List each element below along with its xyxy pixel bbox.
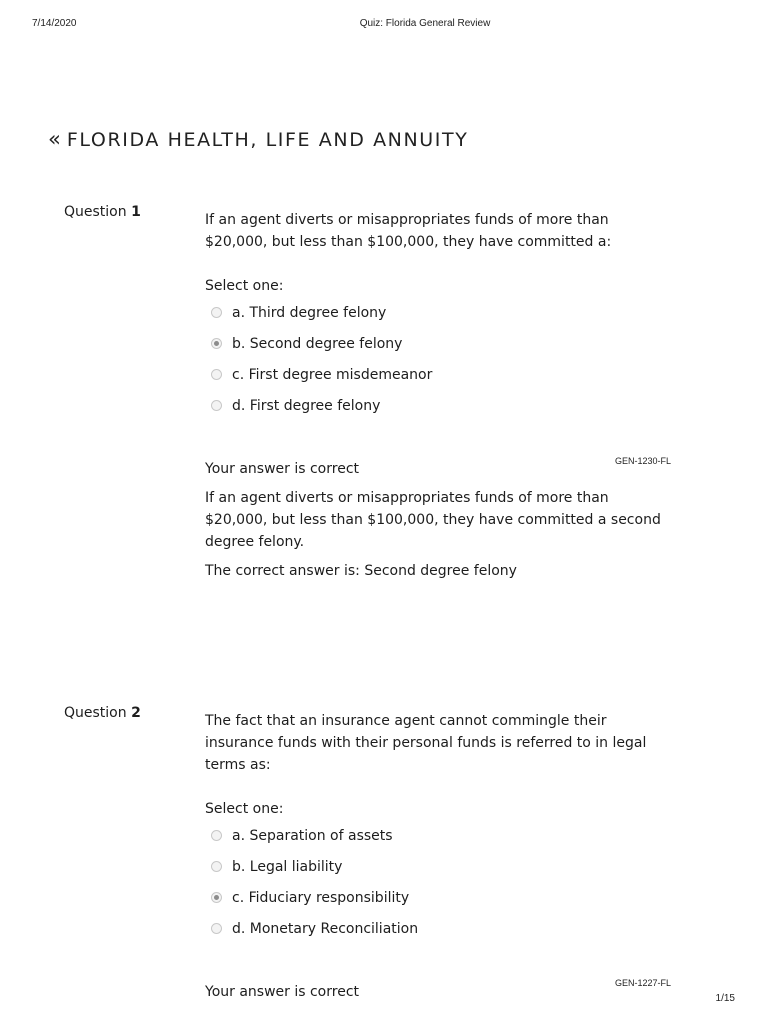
- question-code: GEN-1230-FL: [614, 456, 671, 466]
- feedback: [205, 458, 675, 589]
- question-label: Question 1: [64, 204, 141, 220]
- result-text: Your answer is correct: [205, 461, 360, 477]
- radio-button-icon[interactable]: [211, 307, 222, 318]
- feedback: [205, 981, 675, 1010]
- radio-button-icon[interactable]: [211, 861, 222, 872]
- answer-option[interactable]: d. Monetary Reconciliation: [205, 913, 675, 944]
- answer-option[interactable]: d. First degree felony: [205, 390, 675, 421]
- question-number: 2: [131, 705, 141, 721]
- radio-button-icon[interactable]: [211, 369, 222, 380]
- question-text: The fact that an insurance agent cannot commingle their insurance funds with their personal funds is referred to in legal terms as:: [205, 713, 647, 773]
- radio-button-icon[interactable]: [211, 830, 222, 841]
- chevron-left-icon: «: [48, 127, 61, 151]
- radio-button-checked-icon[interactable]: [211, 892, 222, 903]
- question-code: GEN-1227-FL: [614, 978, 671, 988]
- page-number: 1/15: [715, 993, 735, 1004]
- answer-option[interactable]: a. Separation of assets: [205, 820, 675, 851]
- question-body: [205, 209, 675, 421]
- answer-option[interactable]: c. First degree misdemeanor: [205, 359, 675, 390]
- question-number: 1: [131, 204, 141, 220]
- answer-option[interactable]: b. Second degree felony: [205, 328, 675, 359]
- radio-button-icon[interactable]: [211, 923, 222, 934]
- select-one-prompt: Select one:: [205, 801, 284, 817]
- radio-button-checked-icon[interactable]: [211, 338, 222, 349]
- course-title[interactable]: [48, 127, 468, 151]
- question-text: If an agent diverts or misappropriates funds of more than $20,000, but less than $100,000, they have committed a:: [205, 212, 612, 250]
- answer-options: [205, 297, 675, 421]
- explanation-text: If an agent diverts or misappropriates funds of more than $20,000, but less than $100,000, they have committed a second degree felony.: [205, 490, 661, 550]
- course-title-text: FLORIDA HEALTH, LIFE AND ANNUITY: [66, 129, 469, 151]
- print-title: Quiz: Florida General Review: [359, 18, 491, 29]
- answer-option[interactable]: b. Legal liability: [205, 851, 675, 882]
- answer-option[interactable]: c. Fiduciary responsibility: [205, 882, 675, 913]
- question-body: [205, 710, 675, 944]
- answer-option[interactable]: a. Third degree felony: [205, 297, 675, 328]
- select-one-prompt: Select one:: [205, 278, 284, 294]
- result-text: Your answer is correct: [205, 984, 360, 1000]
- question-label: Question 2: [64, 705, 141, 721]
- correct-answer-text: The correct answer is: Second degree felony: [205, 563, 517, 579]
- print-date: 7/14/2020: [32, 18, 77, 29]
- radio-button-icon[interactable]: [211, 400, 222, 411]
- answer-options: [205, 820, 675, 944]
